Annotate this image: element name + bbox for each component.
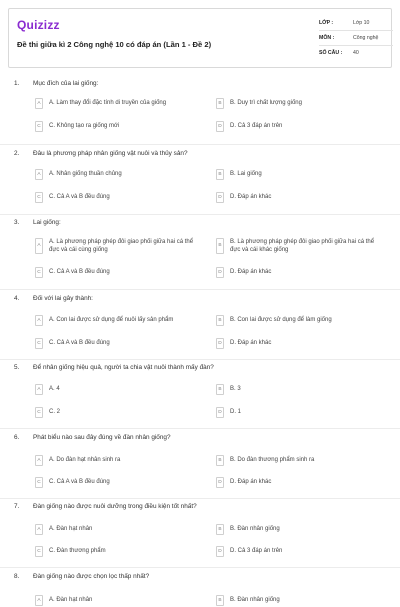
question-text: Đối với lai gây thành: (33, 295, 93, 302)
option-text: A. Là phương pháp ghép đôi giao phối giữa hai cá thể đực và cái cùng giống (49, 239, 194, 253)
option-c[interactable] (35, 545, 207, 558)
option-text: C. Cả A và B đều đúng (49, 479, 110, 485)
option-key: C (35, 267, 43, 278)
meta-label: LỚP : (319, 20, 334, 26)
meta-row-grade (319, 16, 393, 31)
option-text: B. 3 (230, 386, 241, 392)
option-key: A (35, 455, 43, 466)
option-a[interactable] (35, 523, 207, 536)
question-text: Đàn giống nào được nuôi dưỡng trong điều kiện tốt nhất? (33, 503, 197, 510)
option-key: C (35, 192, 43, 203)
option-b[interactable] (216, 383, 388, 396)
option-text: B. Duy trì chất lượng giống (230, 100, 302, 106)
option-text: A. 4 (49, 386, 60, 392)
option-a[interactable] (35, 237, 207, 257)
option-c[interactable] (35, 406, 207, 419)
option-b[interactable] (216, 97, 388, 110)
option-key: B (216, 169, 224, 180)
question-number: 3. (14, 219, 20, 226)
option-text: C. Không tạo ra giống mới (49, 123, 120, 129)
option-a[interactable] (35, 594, 207, 607)
option-d[interactable] (216, 337, 388, 350)
option-a[interactable] (35, 168, 207, 181)
option-a[interactable] (35, 97, 207, 110)
option-key: D (216, 407, 224, 418)
option-key: D (216, 338, 224, 349)
option-text: A. Do đàn hạt nhân sinh ra (49, 457, 121, 463)
option-c[interactable] (35, 120, 207, 133)
option-key: C (35, 338, 43, 349)
question-number: 7. (14, 503, 20, 510)
option-text: A. Đàn hạt nhân (49, 597, 93, 603)
option-text: B. Đàn nhân giống (230, 597, 280, 603)
option-key: B (216, 455, 224, 466)
option-a[interactable] (35, 383, 207, 396)
option-c[interactable] (35, 476, 207, 489)
option-text: C. Cả A và B đều đúng (49, 269, 110, 275)
option-text: B. Con lai được sử dụng để làm giống (230, 317, 332, 323)
option-text: B. Lai giống (230, 171, 262, 177)
option-text: A. Con lai được sử dụng để nuôi lấy sản phẩm (49, 317, 174, 323)
option-key: B (216, 98, 224, 109)
option-b[interactable] (216, 454, 388, 467)
option-key: B (216, 595, 224, 606)
option-text: A. Đàn hạt nhân (49, 526, 93, 532)
question-text: Để nhân giống hiệu quả, người ta chia vật nuôi thành mấy đàn? (33, 364, 214, 371)
option-key: A (35, 524, 43, 535)
option-key: A (35, 595, 43, 606)
option-text: D. Đáp án khác (230, 340, 272, 346)
option-text: D. Đáp án khác (230, 269, 272, 275)
option-text: D. Cả 3 đáp án trên (230, 548, 283, 554)
option-key: D (216, 121, 224, 132)
option-text: D. Đáp án khác (230, 479, 272, 485)
question-number: 8. (14, 573, 20, 580)
option-a[interactable] (35, 454, 207, 467)
option-key: B (216, 238, 224, 254)
question-text: Phát biểu nào sau đây đúng về đàn nhân giống? (33, 434, 171, 441)
question-number: 1. (14, 80, 20, 87)
option-b[interactable] (216, 168, 388, 181)
divider (0, 359, 400, 360)
question-text: Đâu là phương pháp nhân giống vật nuôi và thủy sản? (33, 150, 188, 157)
divider (0, 144, 400, 145)
option-key: A (35, 169, 43, 180)
option-key: D (216, 477, 224, 488)
divider (0, 428, 400, 429)
option-text: D. 1 (230, 409, 242, 415)
meta-row-count (319, 46, 393, 61)
meta-label: MÔN : (319, 35, 335, 41)
divider (0, 289, 400, 290)
option-key: A (35, 98, 43, 109)
option-key: C (35, 121, 43, 132)
question-number: 6. (14, 434, 20, 441)
option-text: D. Cả 3 đáp án trên (230, 123, 283, 129)
option-text: A. Nhân giống thuần chủng (49, 171, 122, 177)
option-c[interactable] (35, 337, 207, 350)
question-text: Mục đích của lai giống: (33, 80, 99, 87)
divider (0, 567, 400, 568)
option-d[interactable] (216, 476, 388, 489)
option-text: D. Đáp án khác (230, 194, 272, 200)
option-text: C. Cả A và B đều đúng (49, 194, 110, 200)
option-key: D (216, 546, 224, 557)
option-key: C (35, 407, 43, 418)
option-text: B. Là phương pháp ghép đôi giao phối giữa hai cá thể đực và cái khác giống (230, 239, 375, 253)
meta-value: 40 (353, 50, 359, 56)
meta-value: Công nghệ (353, 35, 379, 41)
option-key: D (216, 267, 224, 278)
option-d[interactable] (216, 266, 388, 279)
option-key: C (35, 546, 43, 557)
exam-title: Đề thi giữa kì 2 Công nghệ 10 có đáp án (Lần 1 - Đề 2) (17, 40, 212, 49)
question-text: Đàn giống nào được chọn lọc thấp nhất? (33, 573, 150, 580)
option-d[interactable] (216, 120, 388, 133)
option-text: B. Đàn nhân giống (230, 526, 280, 532)
option-text: C. Cả A và B đều đúng (49, 340, 110, 346)
option-key: B (216, 384, 224, 395)
option-b[interactable] (216, 594, 388, 607)
option-key: A (35, 238, 43, 254)
option-b[interactable] (216, 523, 388, 536)
option-b[interactable] (216, 314, 388, 327)
option-c[interactable] (35, 191, 207, 204)
option-text: C. Đàn thương phẩm (49, 548, 106, 554)
option-d[interactable] (216, 406, 388, 419)
option-c[interactable] (35, 266, 207, 279)
question-text: Lai giống: (33, 219, 61, 226)
option-key: A (35, 315, 43, 326)
option-key: A (35, 384, 43, 395)
meta-label: SỐ CÂU : (319, 50, 343, 56)
option-key: D (216, 192, 224, 203)
question-number: 5. (14, 364, 20, 371)
option-b[interactable] (216, 237, 388, 257)
quizizz-logo: Quizizz (17, 18, 60, 32)
meta-row-subject (319, 31, 393, 46)
divider (0, 214, 400, 215)
exam-meta (319, 16, 393, 61)
option-key: B (216, 315, 224, 326)
option-key: C (35, 477, 43, 488)
option-d[interactable] (216, 545, 388, 558)
option-text: B. Do đàn thương phẩm sinh ra (230, 457, 315, 463)
exam-header (8, 8, 392, 68)
question-number: 2. (14, 150, 20, 157)
divider (0, 498, 400, 499)
option-text: C. 2 (49, 409, 61, 415)
option-key: B (216, 524, 224, 535)
option-d[interactable] (216, 191, 388, 204)
question-number: 4. (14, 295, 20, 302)
option-a[interactable] (35, 314, 207, 327)
option-text: A. Làm thay đổi đặc tính di truyền của giống (49, 100, 167, 106)
meta-value: Lớp 10 (353, 20, 370, 26)
